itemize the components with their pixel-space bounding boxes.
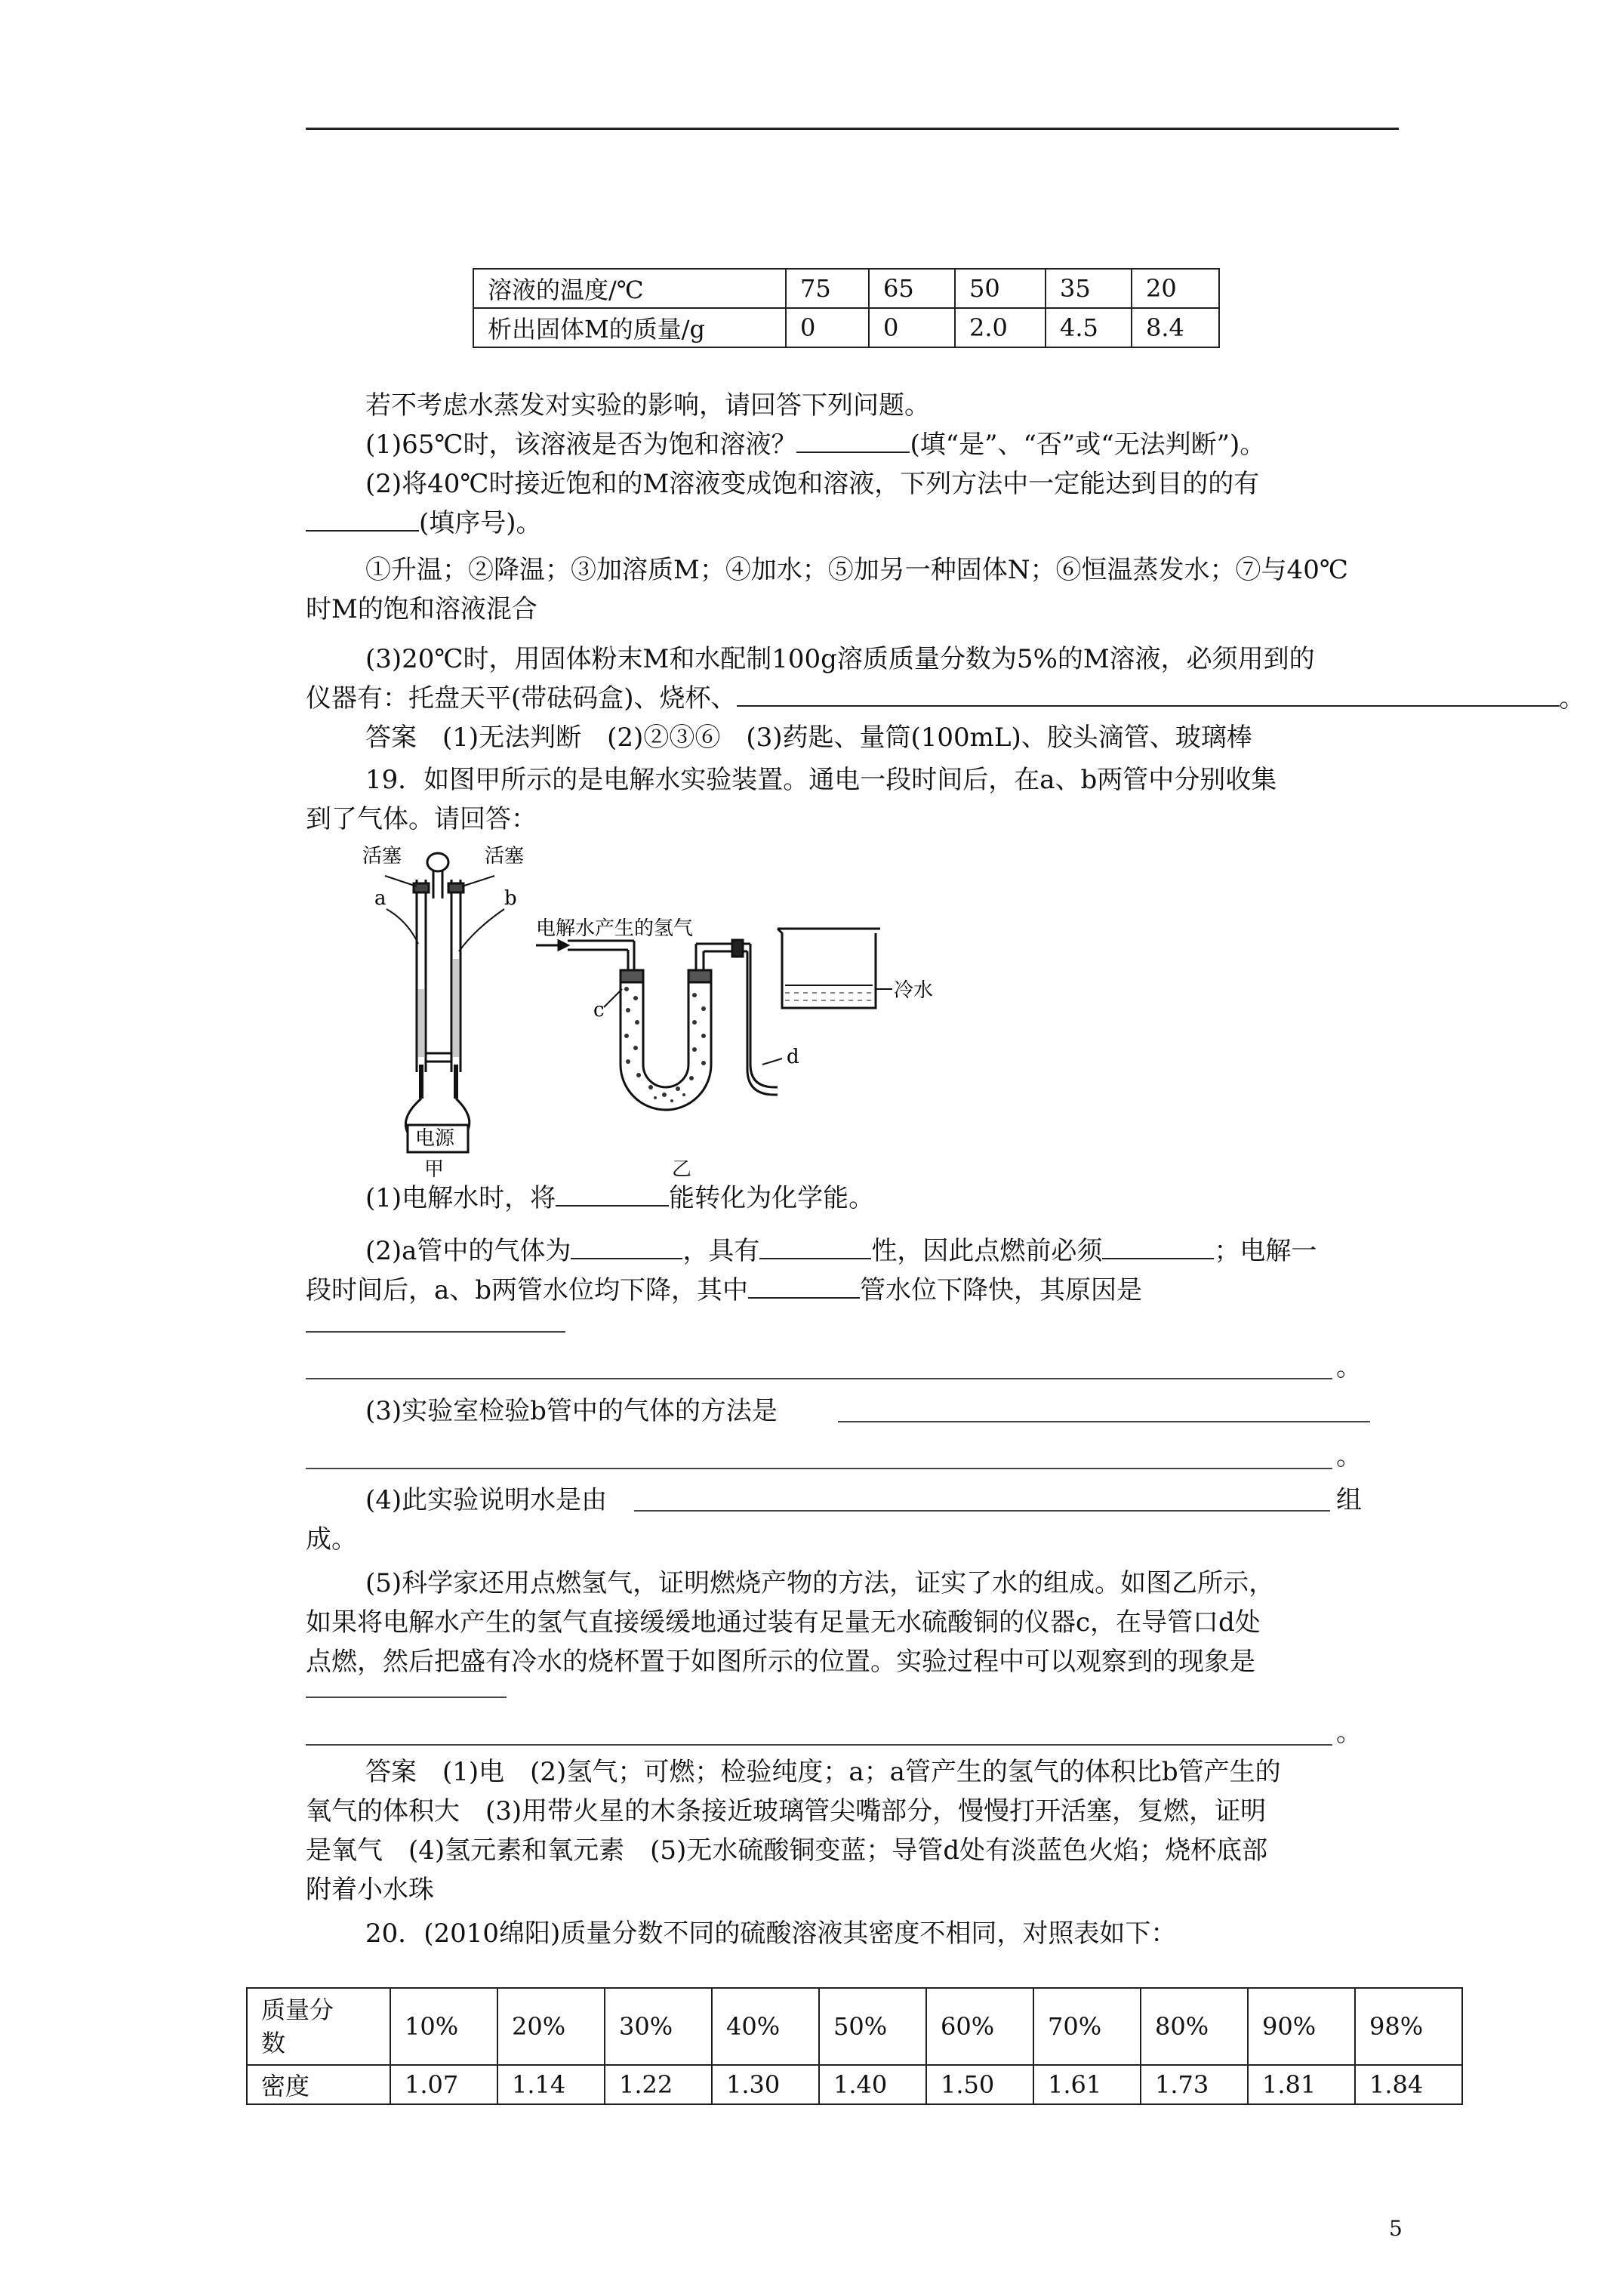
table-cell: 析出固体M的质量/g [473, 308, 786, 347]
q19-part2-text4: ；电解一 [1214, 1236, 1317, 1266]
answer-line [306, 1378, 1332, 1379]
beaker [778, 929, 876, 1008]
table-cell: 密度 [247, 2065, 390, 2104]
q18-part1-hint: (填“是”、“否”或“无法判断”)。 [910, 430, 1266, 460]
q19-part2 [365, 1231, 1317, 1271]
funnel-bulb [427, 853, 448, 871]
table-cell: 90% [1248, 1988, 1355, 2065]
q19-part2-text5: 段时间后，a、b两管水位均下降，其中 [306, 1275, 749, 1305]
table-row [473, 308, 1219, 347]
table-cell: 1.73 [1141, 2065, 1248, 2104]
table-cell: 1.40 [819, 2065, 926, 2104]
q18-options: ①升温；②降温；③加溶质M；④加水；⑤加另一种固体N；⑥恒温蒸发水；⑦与40℃ [365, 555, 1348, 585]
table-cell: 0 [869, 308, 955, 347]
q19-part2-cont [306, 1270, 1142, 1311]
table-cell: 2.0 [955, 308, 1046, 347]
q18-intro: 若不考虑水蒸发对实验的影响，请回答下列问题。 [365, 390, 930, 421]
answer-blank [796, 429, 910, 453]
answer-blank [306, 507, 419, 532]
answer-blank [737, 683, 1560, 707]
q19-stem: 19．如图甲所示的是电解水实验装置。通电一段时间后，在a、b两管中分别收集 [365, 765, 1277, 795]
period: 。 [1336, 1352, 1362, 1382]
q19-stem-cont: 到了气体。请回答： [306, 804, 537, 834]
answer-blank [1102, 1235, 1214, 1259]
answer-line [306, 1468, 1332, 1469]
table-cell: 1.84 [1355, 2065, 1462, 2104]
hydrogen-label: 电解水产生的氢气 [536, 917, 694, 940]
stopper-right [688, 970, 711, 982]
q19-part4-cont: 成。 [306, 1524, 357, 1555]
table-cell: 4.5 [1046, 308, 1132, 347]
q19-part2-text2: ，具有 [682, 1236, 760, 1266]
q18-part2: (2)将40℃时接近饱和的M溶液变成饱和溶液，下列方法中一定能达到目的的有 [365, 469, 1260, 499]
valve-left-label: 活塞 [362, 845, 402, 868]
q19-part1-text: (1)电解水时，将 [365, 1183, 556, 1213]
table-cell: 0 [786, 308, 869, 347]
q19-part5-cont2: 点燃，然后把盛有冷水的烧杯置于如图所示的位置。实验过程中可以观察到的现象是 [306, 1647, 1255, 1677]
table-cell: 1.30 [712, 2065, 819, 2104]
q19-part2-text: (2)a管中的气体为 [365, 1236, 571, 1266]
stopper-left [621, 970, 643, 982]
table-cell: 35 [1046, 269, 1132, 308]
q18-answer: 答案 (1)无法判断 (2)②③⑥ (3)药匙、量筒(100mL)、胶头滴管、玻璃棒 [365, 723, 1252, 753]
q19-part2-text3: 性，因此点燃前必须 [871, 1236, 1103, 1266]
answer-line [634, 1510, 1330, 1512]
cold-water-label: 冷水 [894, 979, 934, 1002]
table-row [247, 2065, 1462, 2104]
table-cell: 8.4 [1132, 308, 1219, 347]
q19-part2-text6: 管水位下降快，其原因是 [860, 1275, 1143, 1305]
table-cell: 40% [712, 1988, 819, 2065]
q19-part3: (3)实验室检验b管中的气体的方法是 [365, 1396, 778, 1426]
density-table [246, 1987, 1463, 2105]
table-cell: 98% [1355, 1988, 1462, 2065]
table-cell: 1.81 [1248, 2065, 1355, 2104]
q18-part2-hint: (填序号)。 [419, 508, 542, 538]
q18-part3: (3)20℃时，用固体粉末M和水配制100g溶质质量分数为5%的M溶液，必须用到的 [365, 644, 1315, 674]
period: 。 [1336, 1441, 1362, 1472]
answer-blank [748, 1274, 860, 1299]
q19-part1-text2: 能转化为化学能。 [669, 1183, 875, 1213]
table-cell: 20 [1132, 269, 1219, 308]
table-cell: 60% [926, 1988, 1033, 2065]
q19-answer-4: 附着小水珠 [306, 1875, 434, 1905]
electrolysis-figure [355, 838, 959, 1155]
q18-options-cont: 时M的饱和溶液混合 [306, 594, 537, 624]
page-number: 5 [1389, 2216, 1403, 2241]
period: 。 [1336, 1718, 1362, 1748]
table-row [473, 269, 1219, 308]
answer-blank [759, 1235, 871, 1259]
valve-right [448, 883, 463, 892]
answer-line [306, 1697, 507, 1698]
header-text: 质量分 [261, 1996, 334, 2024]
table-header-cell [247, 1988, 390, 2065]
tube-b-label: b [504, 887, 517, 910]
q18-part1 [365, 424, 1265, 465]
table-cell: 1.22 [605, 2065, 712, 2104]
table-cell: 50 [955, 269, 1046, 308]
answer-blank [556, 1182, 669, 1207]
q18-part1-text: (1)65℃时，该溶液是否为饱和溶液？ [365, 430, 797, 460]
period: 。 [1559, 683, 1585, 713]
table-cell: 10% [390, 1988, 497, 2065]
q19-answer-2: 氧气的体积大 (3)用带火星的木条接近玻璃管尖嘴部分，慢慢打开活塞，复燃，证明 [306, 1796, 1267, 1826]
table-cell: 65 [869, 269, 955, 308]
answer-blank [571, 1235, 682, 1259]
q19-part5-cont1: 如果将电解水产生的氢气直接缓缓地通过装有足量无水硫酸铜的仪器c，在导管口d处 [306, 1607, 1261, 1638]
q19-part4-end: 组 [1336, 1485, 1362, 1515]
header-rule [306, 128, 1399, 130]
table-cell: 70% [1033, 1988, 1141, 2065]
d-label: d [787, 1046, 799, 1068]
answer-line [838, 1421, 1370, 1422]
table-cell: 1.61 [1033, 2065, 1141, 2104]
q18-part3-text: 仪器有：托盘天平(带砝码盒)、烧杯、 [306, 683, 737, 713]
c-label: c [593, 999, 605, 1022]
valve-left [414, 883, 429, 892]
table-cell: 30% [605, 1988, 712, 2065]
table-cell: 75 [786, 269, 869, 308]
q18-part2-cont [306, 503, 542, 544]
table-cell: 50% [819, 1988, 926, 2065]
figure-yi-caption: 乙 [672, 1158, 692, 1181]
table-cell: 1.50 [926, 2065, 1033, 2104]
table-cell: 1.14 [497, 2065, 605, 2104]
valve-right-label: 活塞 [485, 845, 525, 868]
answer-line [306, 1744, 1332, 1746]
answer-line [306, 1331, 565, 1333]
cuso4-granules [624, 987, 706, 1102]
q19-answer-1: 答案 (1)电 (2)氢气；可燃；检验纯度；a；a管产生的氢气的体积比b管产生的 [365, 1757, 1281, 1787]
connector [732, 940, 743, 957]
solubility-table [473, 268, 1220, 348]
table-cell: 1.07 [390, 2065, 497, 2104]
figure-jia-caption: 甲 [424, 1158, 445, 1181]
q19-part1 [365, 1178, 874, 1219]
figure-jia [385, 853, 504, 1152]
q19-answer-3: 是氧气 (4)氢元素和氧元素 (5)无水硫酸铜变蓝；导管d处有淡蓝色火焰；烧杯底部 [306, 1835, 1268, 1866]
table-cell: 20% [497, 1988, 605, 2065]
table-cell: 溶液的温度/℃ [473, 269, 786, 308]
table-cell: 80% [1141, 1988, 1248, 2065]
power-label: 电源 [415, 1127, 455, 1150]
water-fill [418, 959, 459, 1057]
tube-a-label: a [374, 887, 387, 910]
q20-stem: 20．(2010绵阳)质量分数不同的硫酸溶液其密度不相同，对照表如下： [365, 1918, 1177, 1949]
table-row [247, 1988, 1462, 2065]
q19-part5: (5)科学家还用点燃氢气，证明燃烧产物的方法，证实了水的组成。如图乙所示， [365, 1568, 1275, 1598]
q18-part3-cont [306, 678, 1585, 719]
figure-yi [536, 929, 892, 1110]
header-text: 数 [261, 2029, 286, 2057]
q19-part4: (4)此实验说明水是由 [365, 1485, 608, 1515]
